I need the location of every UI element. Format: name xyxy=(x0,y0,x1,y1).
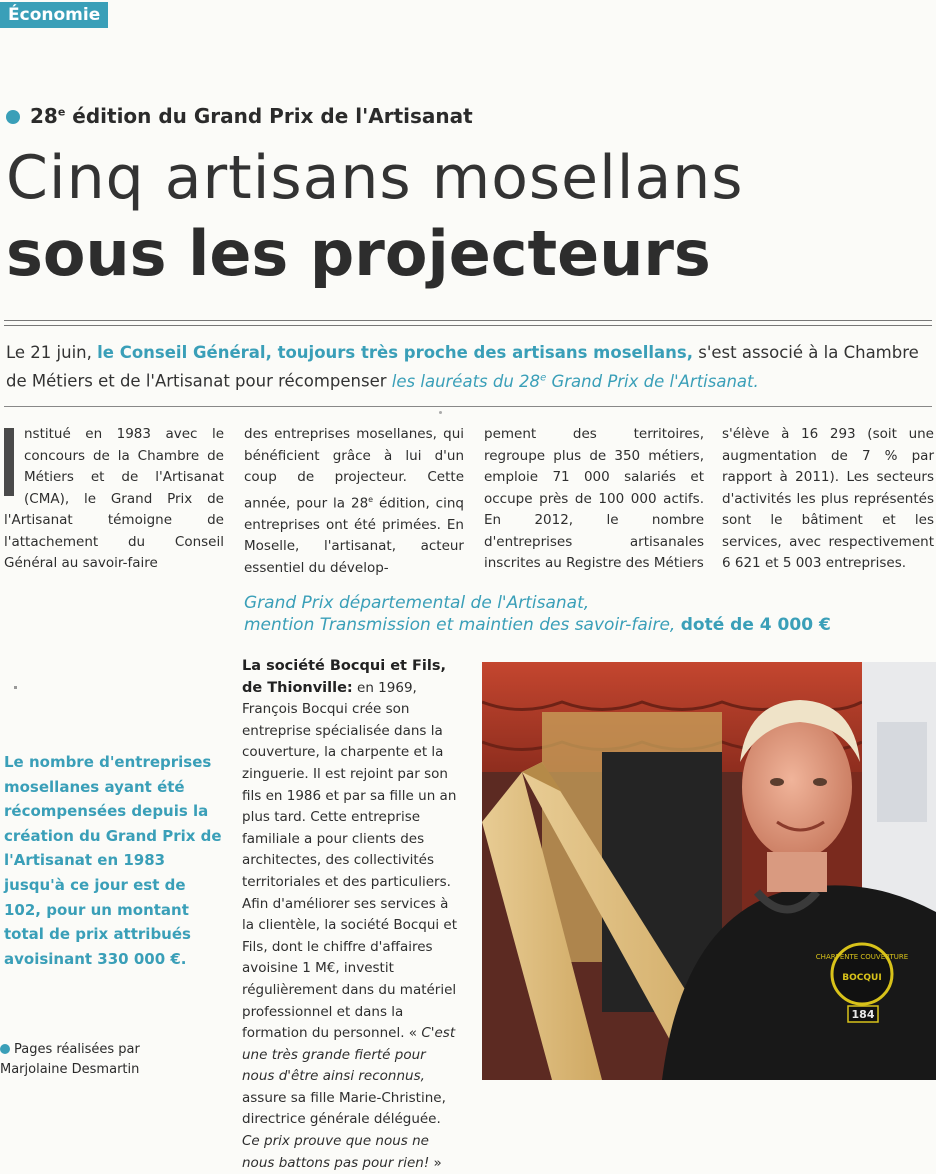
side-note: Le nombre d'entreprises mosellanes ayant été récompensées depuis la création du Grand Prix de l'Artisanat en 1983 jusqu'à ce jour est de 102, pour un montant total de prix attribués avoisinant 330 000 €. xyxy=(4,753,222,968)
article-text-2: assure sa fille Marie-Christine, directrice générale déléguée. xyxy=(242,1089,446,1128)
dropcap-i xyxy=(4,428,14,496)
article-text-1: en 1969, François Bocqui crée son entreprise spécialisée dans la couverture, la charpente et la zinguerie. Il est rejoint par son fils en 1986 et par sa fille un an plus tard. Cette entreprise familiale a pour clients des architectes, des collectivités territoriales et des particuliers. Afin d'améliorer ses services à la clientèle, la société Bocqui et Fils, dont le chiffre d'affaires avoisine 1 M€, investit régulièrement dans du matériel professionnel et dans la formation du personnel. « xyxy=(242,679,458,1042)
section-tag: Économie xyxy=(0,2,108,28)
article-body xyxy=(242,656,462,1174)
lead-highlight-2 xyxy=(392,372,759,391)
speck xyxy=(439,411,442,414)
lead-highlight-1: le Conseil Général, toujours très proche des artisans mosellans, xyxy=(97,343,693,362)
badge-number: 184 xyxy=(851,1008,875,1021)
article-quote-1: C'est une très grande fierté pour nous d'être ainsi reconnus, xyxy=(242,1025,456,1085)
credit xyxy=(0,1040,140,1080)
divider-single xyxy=(4,406,932,407)
headline-line-2: sous les projecteurs xyxy=(6,217,711,290)
intro-column-2-text-a: des entreprises mosellanes, qui bénéficient grâce à lui d'un coup de projecteur. Cette année, pour la 28 xyxy=(244,426,464,511)
intro-column-1 xyxy=(4,424,224,575)
headline-line-1: Cinq artisans mosellans xyxy=(6,143,744,213)
award-amount: doté de 4 000 € xyxy=(680,615,831,635)
intro-column-3: pement des territoires, regroupe plus de 350 métiers, emploie 71 000 salariés et occupe près de 100 000 actifs. En 2012, le nombre d'entreprises artisanales inscrites au Registre des Métiers xyxy=(484,426,704,571)
badge-name: BOCQUI xyxy=(842,973,882,983)
credit-line-1 xyxy=(0,1040,140,1060)
photo-illustration xyxy=(482,662,936,1080)
badge-text: CHARPENTE COUVERTURE xyxy=(815,953,909,961)
lead-text-1: Le 21 juin, xyxy=(6,343,98,362)
lead-highlight-2b: Grand Prix de l'Artisanat. xyxy=(546,371,759,391)
intro-column-1-text: nstitué en 1983 avec le concours de la Chambre de Métiers et de l'Artisanat (CMA), le Grand Prix de l'Artisanat témoigne de l'attachement du Conseil Général au savoir-faire xyxy=(4,426,224,571)
photo-craftsman xyxy=(482,662,936,1080)
award-subhead-line-2 xyxy=(244,614,831,636)
lead-highlight-2a: les lauréats du 28 xyxy=(391,371,541,391)
article-text-3: » xyxy=(429,1154,442,1171)
speck-2 xyxy=(14,686,17,689)
kicker-number: 28 xyxy=(30,104,58,128)
credit-bullet-icon xyxy=(0,1044,10,1054)
award-subhead xyxy=(244,592,831,636)
bullet-icon xyxy=(6,110,20,124)
intro-column-4: s'élève à 16 293 (soit une augmentation de 7 % par rapport à 2011). Les secteurs d'activités les plus représentés sont le bâtiment et les services, avec respectivement 6 621 et 5 003 entreprises. xyxy=(722,426,934,571)
credit-line-1-text: Pages réalisées par xyxy=(14,1042,140,1057)
intro-column-2 xyxy=(244,424,464,579)
kicker xyxy=(6,104,473,128)
kicker-text: édition du Grand Prix de l'Artisanat xyxy=(65,104,473,128)
award-subhead-line-2-text: mention Transmission et maintien des savoir-faire, xyxy=(244,615,681,635)
intro-column-2-text-b: édition, cinq entreprises ont été primées. En Moselle, l'artisanat, acteur essentiel du dévelop- xyxy=(244,495,464,576)
article-lead-bold: La société Bocqui et Fils, de Thionville: xyxy=(242,658,447,696)
award-subhead-line-1: Grand Prix départemental de l'Artisanat, xyxy=(244,593,590,613)
credit-line-2: Marjolaine Desmartin xyxy=(0,1062,140,1077)
lead-paragraph xyxy=(6,340,926,394)
intro-column-2-sup: e xyxy=(368,494,374,504)
lead-highlight-2-sup: e xyxy=(540,372,547,383)
divider-double xyxy=(4,320,932,326)
lead-text-2: s'est associé à la Chambre de Métiers et de l'Artisanat pour récompenser xyxy=(6,343,919,391)
kicker-sup: e xyxy=(57,105,66,119)
article-quote-2: Ce prix prouve que nous ne nous battons pas pour rien! xyxy=(242,1133,430,1171)
